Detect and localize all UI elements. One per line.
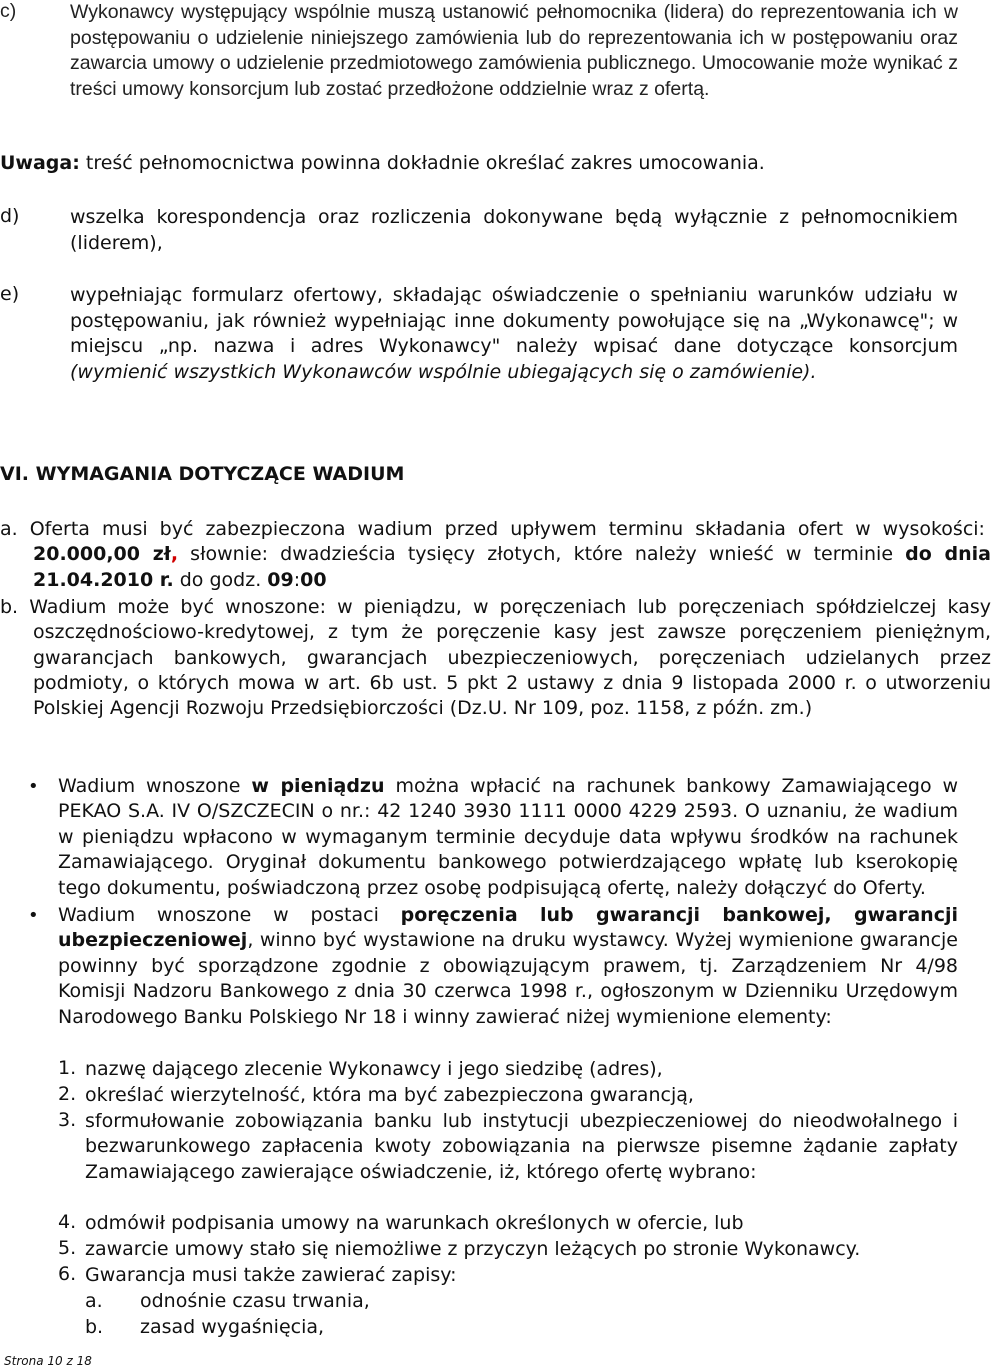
list-item: odmówił podpisania umowy na warunkach określonych w ofercie, lub	[85, 1212, 744, 1234]
bullet-1-bold: w pieniądzu	[251, 775, 385, 797]
note-text: treść pełnomocnictwa powinna dokładnie określać zakres umocowania.	[85, 152, 765, 174]
bullet-2-symbol: •	[28, 905, 39, 926]
deadline-minute: 00	[300, 568, 327, 591]
list-item: zawarcie umowy stało się niemożliwe z przyczyn leżących po stronie Wykonawcy.	[85, 1238, 861, 1260]
bullet-1-body: można wpłacić na rachunek bankowy Zamawiającego w PEKAO S.A. IV O/SZCZECIN o nr.: 42 1240 3930 1111 0000 4229 2593. O uznaniu, że wadium w pieniądzu wpłacono w wymaganym terminie decyduje data wpływu środków na rachunek Zamawiającego. Oryginał dokumentu bankowego potwierdzającego wpłatę lub kserokopię tego dokumentu, poświadczoną przez osobę podpisującą ofertę, należy dołączyć do Oferty.	[58, 775, 959, 899]
bullet-1-symbol: •	[28, 776, 39, 797]
sub-item-letter: a.	[85, 1290, 103, 1312]
list-item-number: 6.	[58, 1263, 77, 1285]
list-item: określać wierzytelność, która ma być zabezpieczona gwarancją,	[85, 1084, 694, 1106]
paragraph-a-text3: do godz.	[179, 568, 262, 591]
list-item: Gwarancja musi także zawierać zapisy:	[85, 1264, 457, 1286]
item-d-text: wszelka korespondencja oraz rozliczenia dokonywane będą wyłącznie z pełnomocnikiem (liderem),	[70, 206, 958, 254]
bullet-1-text	[58, 774, 958, 901]
list-item: nazwę dającego zlecenie Wykonawcy i jego siedzibę (adres),	[85, 1058, 663, 1080]
item-e-text	[70, 283, 958, 385]
bullet-2-bold: poręczenia lub gwarancji bankowej, gwarancji ubezpieczeniowej	[58, 904, 958, 952]
paragraph-a-label: a.	[0, 518, 18, 540]
item-d-label: d)	[0, 205, 20, 227]
paragraph-b-label: b.	[0, 596, 19, 618]
bullet-1-pre: Wadium wnoszone	[58, 775, 241, 797]
item-c-text: Wykonawcy występujący wspólnie muszą ustanowić pełnomocnika (lidera) do reprezentowania ich w postępowaniu o udzielenie niniejszego zamówienia lub do reprezentowania ich w postępowaniu oraz zawarcia umowy o udzielenie przedmiotowego zamówienia publicznego. Umocowanie może wynikać z treści umowy konsorcjum lub zostać przedłożone oddzielnie wraz z ofertą.	[70, 1, 958, 100]
item-e-main: wypełniając formularz ofertowy, składając oświadczenie o spełnianiu warunków udziału w postępowaniu, jak również wypełniając inne dokumenty powołujące się na „Wykonawcę"; w miejscu „np. nazwa i adres Wykonawcy" należy wpisać dane dotyczące konsorcjum	[70, 284, 958, 357]
paragraph-a-text2: słownie: dwadzieścia tysięcy złotych, które należy wnieść w terminie	[190, 543, 894, 566]
paragraph-a-text1: Oferta musi być zabezpieczona wadium przed upływem terminu składania ofert w wysokości:	[29, 518, 985, 540]
paragraph-b-text: Wadium może być wnoszone: w pieniądzu, w poręczeniach lub poręczeniach spółdzielczej kasy oszczędnościowo-kredytowej, z tym że poręczenie kasy jest zawsze poręczeniem pieniężnym, gwarancjach bankowych, gwarancjach ubezpieczeniowych, poręczeniach udzielanych przez podmioty, o których mowa w art. 6b ust. 5 pkt 2 ustawy z dnia 9 listopada 2000 r. o utworzeniu Polskiej Agencji Rozwoju Przedsiębiorczości (Dz.U. Nr 109, poz. 1158, z późn. zm.)	[29, 596, 991, 720]
wadium-amount: 20.000,00 zł	[33, 543, 171, 566]
paragraph-a	[0, 517, 991, 593]
list-item-number: 3.	[58, 1109, 77, 1131]
list-item-number: 2.	[58, 1083, 77, 1105]
list-item-number: 1.	[58, 1057, 77, 1079]
item-c-label: c)	[0, 0, 17, 22]
bullet-2-pre: Wadium wnoszone w postaci	[58, 904, 379, 926]
bullet-2-body: , winno być wystawione na druku wystawcy. Wyżej wymienione gwarancje powinny być sporządzone zgodnie z obowiązującym prawem, tj. Zarządzeniem Nr 4/98 Komisji Nadzoru Bankowego z dnia 30 czerwca 1998 r., ogłoszonym w Dzienniku Urzędowym Narodowego Banku Polskiego Nr 18 i winny zawierać niżej wymienione elementy:	[58, 929, 958, 1028]
page-footer: Strona 10 z 18	[4, 1354, 92, 1368]
bullet-2-text	[58, 903, 958, 1030]
list-item-number: 4.	[58, 1211, 77, 1233]
list-item: sformułowanie zobowiązania banku lub instytucji ubezpieczeniowej do nieodwołalnego i bezwarunkowego zapłacenia kwoty zobowiązania na pierwsze pisemne żądanie zapłaty Zamawiającego zawierające oświadczenie, iż, którego ofertę wybrano:	[85, 1110, 958, 1183]
deadline-date: do dnia 21.04.2010 r.	[33, 543, 991, 591]
deadline-colon: :	[293, 568, 301, 591]
list-item-number: 5.	[58, 1237, 77, 1259]
sub-item: zasad wygaśnięcia,	[140, 1316, 325, 1338]
amount-comma: ,	[170, 543, 179, 566]
deadline-hour: 09	[267, 568, 294, 591]
item-e-label: e)	[0, 283, 20, 305]
item-e-italic: (wymienić wszystkich Wykonawców wspólnie ubiegających się o zamówienie).	[70, 360, 817, 383]
sub-item-letter: b.	[85, 1316, 104, 1338]
section-heading: VI. WYMAGANIA DOTYCZĄCE WADIUM	[0, 463, 405, 485]
note-paragraph	[0, 151, 958, 176]
note-label: Uwaga:	[0, 152, 80, 174]
sub-item: odnośnie czasu trwania,	[140, 1290, 370, 1312]
paragraph-b	[0, 595, 991, 721]
